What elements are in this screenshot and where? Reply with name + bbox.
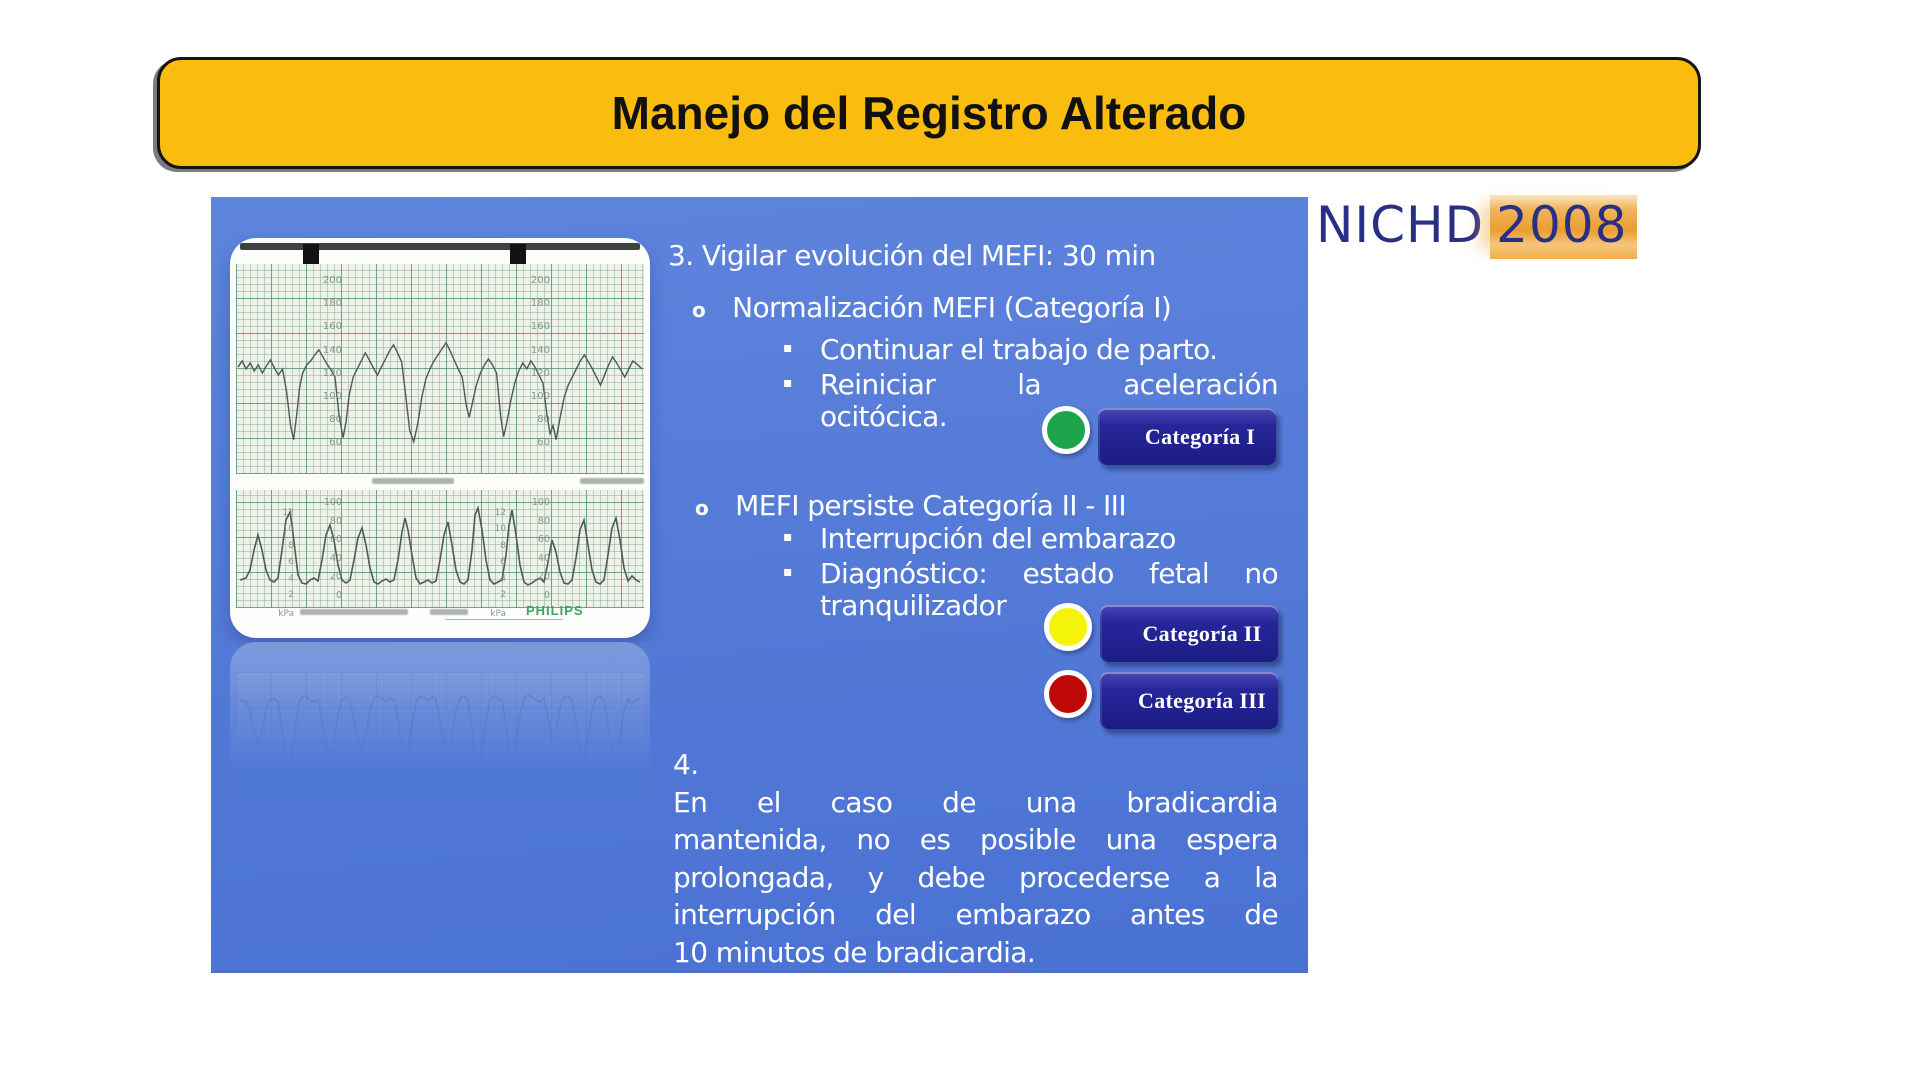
fhr-scale-label: 160: [322, 321, 342, 333]
persiste-label: MEFI persiste Categoría II - III: [735, 489, 1126, 522]
tiny-print: [580, 478, 644, 484]
toco-percent-label: 0: [335, 589, 342, 601]
square-bullet: ▪: [783, 375, 792, 391]
bullet-normalizacion: [692, 291, 1171, 324]
normalizacion-label: Normalización MEFI (Categoría I): [732, 291, 1172, 324]
category-3-row: [1044, 669, 1280, 731]
toco-kpa-label: 2: [500, 590, 506, 601]
item-4-line: interrupción del embarazo antes de: [673, 898, 1278, 931]
toco-percent-label: 100: [531, 497, 550, 508]
point-text: Interrupción del embarazo: [820, 522, 1176, 555]
circle-bullet: o: [692, 298, 706, 322]
toco-kpa-label: 12: [494, 508, 506, 518]
content-panel: [211, 197, 1308, 973]
fhr-scale-label: 160: [530, 321, 550, 333]
bullet-persiste: [695, 489, 1126, 522]
toco-kpa-label: 4: [500, 573, 506, 584]
toco-percent-label: 80: [537, 515, 550, 527]
ctg-footer-line: [445, 619, 563, 620]
tiny-print: [300, 609, 408, 615]
ctg-reflection: [230, 642, 650, 800]
green-status-dot: [1042, 406, 1090, 454]
category-1-button[interactable]: [1098, 408, 1276, 465]
category-3-button[interactable]: [1100, 672, 1278, 729]
red-status-dot: [1044, 670, 1092, 718]
item-4-paragraph: [673, 746, 1278, 971]
fhr-scale-label: 200: [322, 275, 342, 286]
toco-kpa-label: 8: [500, 540, 506, 551]
kpa-unit-label: kPa: [490, 609, 506, 620]
fhr-scale-label: 140: [530, 344, 550, 356]
item-4-number: 4.: [673, 748, 699, 781]
item-4-line: En el caso de una bradicardia: [673, 785, 1278, 819]
toco-percent-label: 40: [329, 552, 342, 564]
toco-percent-label: 20: [329, 571, 342, 583]
toco-percent-label: 60: [329, 534, 342, 546]
point-line: Reiniciar la aceleración: [820, 368, 1278, 401]
fhr-scale-label: 180: [530, 298, 550, 310]
point-line: ocitócica.: [820, 400, 948, 433]
item-4-line: mantenida, no es posible una espera: [673, 823, 1278, 856]
toco-kpa-label: 6: [288, 557, 294, 568]
sprocket-mark: [303, 244, 319, 264]
nichd-badge: [1316, 196, 1637, 254]
toco-kpa-label: 12: [282, 508, 294, 518]
point-continuar: [783, 334, 1278, 366]
category-2-label: Categoría II: [1142, 620, 1262, 646]
toco-kpa-column: [270, 505, 294, 623]
toco-percent-column: [318, 494, 342, 606]
fhr-scale-column: [318, 269, 342, 455]
item-4-lines: [673, 784, 1278, 972]
fhr-scale-label: 100: [530, 391, 550, 403]
item-4-line: 10 minutos de bradicardia.: [673, 935, 1036, 969]
ctg-top-bar: [240, 243, 640, 250]
toco-percent-label: 40: [537, 552, 550, 564]
fhr-scale-label: 80: [329, 414, 342, 426]
sprocket-mark: [510, 244, 526, 264]
toco-percent-label: 100: [323, 497, 342, 508]
toco-percent-column: [526, 494, 550, 606]
kpa-unit-label: kPa: [278, 609, 294, 620]
fhr-scale-label: 60: [329, 437, 342, 449]
fhr-scale-label: 120: [322, 367, 342, 379]
circle-bullet: o: [695, 496, 709, 520]
fhr-trace: [236, 264, 644, 474]
fhr-scale-label: 200: [530, 275, 550, 286]
toco-percent-label: 60: [537, 534, 550, 546]
item-4-line: prolongada, y debe procederse a la: [673, 860, 1278, 894]
toco-kpa-label: 10: [282, 524, 294, 535]
fhr-scale-label: 180: [322, 298, 342, 310]
slide-title-bar: [157, 57, 1701, 169]
category-2-row: [1044, 602, 1280, 664]
category-1-row: [1042, 405, 1278, 467]
toco-kpa-label: 8: [288, 540, 294, 551]
fhr-scale-label: 100: [322, 391, 342, 403]
toco-percent-label: 80: [329, 515, 342, 527]
tiny-print: [372, 478, 454, 484]
fhr-scale-label: 140: [322, 344, 342, 356]
toco-kpa-label: 2: [288, 590, 294, 601]
philips-logo: PHILIPS: [526, 603, 584, 618]
toco-percent-label: 0: [543, 589, 550, 601]
toco-trace: [236, 490, 644, 608]
fhr-scale-label: 60: [537, 437, 550, 449]
square-bullet: ▪: [783, 564, 792, 580]
category-2-button[interactable]: [1100, 605, 1278, 662]
toco-percent-label: 20: [537, 571, 550, 583]
square-bullet: ▪: [783, 340, 792, 356]
toco-kpa-label: 10: [494, 524, 506, 535]
toco-kpa-column: [482, 505, 506, 623]
ctg-trace-image: [230, 238, 650, 638]
yellow-status-dot: [1044, 603, 1092, 651]
fhr-scale-label: 80: [537, 414, 550, 426]
tiny-print: [430, 609, 468, 615]
item-3-heading: 3. Vigilar evolución del MEFI: 30 min: [668, 239, 1156, 272]
point-text: Continuar el trabajo de parto.: [820, 333, 1218, 366]
point-line: Diagnóstico: estado fetal no: [820, 557, 1278, 590]
point-line: tranquilizador: [820, 589, 1007, 622]
point-interrupcion: [783, 523, 1278, 555]
nichd-year: 2008: [1490, 195, 1637, 259]
nichd-label: NICHD: [1316, 196, 1485, 254]
toco-kpa-label: 4: [288, 573, 294, 584]
category-3-label: Categoría III: [1138, 687, 1266, 713]
category-1-label: Categoría I: [1144, 423, 1256, 449]
toco-kpa-label: 6: [500, 557, 506, 568]
page-title: Manejo del Registro Alterado: [611, 87, 1247, 139]
fhr-scale-label: 120: [530, 367, 550, 379]
square-bullet: ▪: [783, 529, 792, 545]
fhr-scale-column: [526, 269, 550, 455]
